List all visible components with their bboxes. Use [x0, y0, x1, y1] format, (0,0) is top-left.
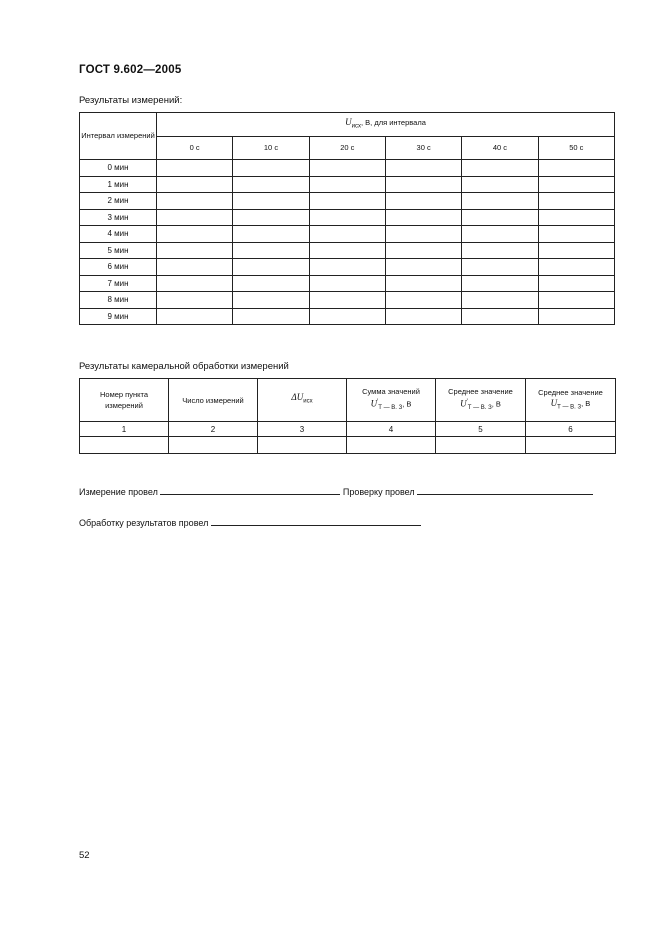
- measured-by-label: Измерение провел: [79, 487, 158, 497]
- delta-voltage-subscript: исх: [303, 398, 313, 405]
- value-cell[interactable]: [309, 275, 385, 292]
- value-cell[interactable]: [385, 259, 461, 276]
- value-cell[interactable]: [462, 160, 538, 177]
- value-cell[interactable]: [233, 193, 309, 210]
- value-cell[interactable]: [309, 242, 385, 259]
- value-cell[interactable]: [233, 292, 309, 309]
- time-column-header: 10 с: [233, 136, 309, 160]
- value-cell[interactable]: [462, 226, 538, 243]
- column-number: 2: [169, 422, 258, 437]
- table-header-row: [80, 113, 615, 137]
- table-row: [80, 292, 615, 309]
- value-cell[interactable]: [462, 275, 538, 292]
- value-cell[interactable]: [385, 209, 461, 226]
- table-row: [80, 209, 615, 226]
- value-cell[interactable]: [157, 292, 233, 309]
- sum-voltage-unit: , В: [402, 399, 412, 409]
- table-row: [80, 437, 616, 454]
- interval-label: 9 мин: [80, 308, 157, 325]
- value-cell[interactable]: [385, 275, 461, 292]
- value-cell[interactable]: [233, 209, 309, 226]
- time-column-header: 50 с: [538, 136, 614, 160]
- table-row: [80, 275, 615, 292]
- processed-by-field[interactable]: [211, 516, 421, 526]
- interval-label: 8 мин: [80, 292, 157, 309]
- value-cell[interactable]: [233, 275, 309, 292]
- checked-by-field[interactable]: [417, 485, 593, 495]
- measurement-count-header: Число измерений: [169, 379, 258, 422]
- processing-results-caption: Результаты камеральной обработки измерений: [79, 361, 289, 372]
- sum-voltage-symbol: U: [370, 398, 378, 409]
- value-cell[interactable]: [80, 437, 169, 454]
- value-cell[interactable]: [309, 259, 385, 276]
- value-cell[interactable]: [157, 193, 233, 210]
- column-number: 5: [436, 422, 526, 437]
- value-cell[interactable]: [462, 259, 538, 276]
- table-row: [80, 176, 615, 193]
- value-cell[interactable]: [385, 176, 461, 193]
- column-number: 1: [80, 422, 169, 437]
- mean-voltage-unit: , В: [581, 398, 591, 408]
- value-cell[interactable]: [157, 275, 233, 292]
- mean-prime-voltage-unit: , В: [491, 399, 501, 409]
- interval-label: 6 мин: [80, 259, 157, 276]
- value-cell[interactable]: [538, 160, 614, 177]
- value-cell[interactable]: [538, 308, 614, 325]
- mean-value-text: Среднее значение: [538, 387, 603, 397]
- interval-label: 3 мин: [80, 209, 157, 226]
- value-cell[interactable]: [157, 160, 233, 177]
- value-cell[interactable]: [233, 308, 309, 325]
- delta-voltage-header: [258, 379, 347, 422]
- voltage-subscript: исх: [351, 123, 361, 130]
- value-cell[interactable]: [526, 437, 616, 454]
- value-cell[interactable]: [233, 259, 309, 276]
- time-column-header: 30 с: [385, 136, 461, 160]
- mean-value-header: [526, 379, 616, 422]
- value-cell[interactable]: [309, 176, 385, 193]
- value-cell[interactable]: [385, 160, 461, 177]
- interval-header: Интервал измерений: [80, 113, 157, 160]
- mean-voltage-symbol: U: [550, 397, 558, 408]
- interval-label: 4 мин: [80, 226, 157, 243]
- value-cell[interactable]: [538, 275, 614, 292]
- column-number: 6: [526, 422, 616, 437]
- table-header-row: [80, 379, 616, 422]
- mean-prime-voltage-prime: ': [466, 399, 468, 405]
- value-cell[interactable]: [538, 176, 614, 193]
- value-cell[interactable]: [385, 292, 461, 309]
- value-cell[interactable]: [538, 226, 614, 243]
- interval-label: 1 мин: [80, 176, 157, 193]
- value-cell[interactable]: [233, 242, 309, 259]
- value-cell[interactable]: [385, 308, 461, 325]
- value-cell[interactable]: [462, 209, 538, 226]
- page-number: 52: [79, 850, 90, 861]
- mean-prime-voltage-subscript: Т — В. З: [467, 405, 492, 411]
- mean-voltage-subscript: Т — В. З: [557, 404, 582, 411]
- value-cell[interactable]: [157, 242, 233, 259]
- time-columns-row: [80, 136, 615, 160]
- value-cell[interactable]: [157, 226, 233, 243]
- sum-voltage-subscript: Т — В. З: [378, 405, 403, 411]
- value-cell[interactable]: [169, 437, 258, 454]
- value-cell[interactable]: [157, 259, 233, 276]
- measurement-results-caption: Результаты измерений:: [79, 95, 183, 106]
- value-cell[interactable]: [309, 226, 385, 243]
- value-cell[interactable]: [233, 226, 309, 243]
- value-cell[interactable]: [462, 242, 538, 259]
- time-column-header: 0 с: [157, 136, 233, 160]
- value-cell[interactable]: [462, 292, 538, 309]
- measurement-results-table: [79, 112, 615, 325]
- point-number-header: Номер пункта измерений: [80, 379, 169, 422]
- interval-label: 5 мин: [80, 242, 157, 259]
- value-cell[interactable]: [538, 259, 614, 276]
- value-cell[interactable]: [258, 437, 347, 454]
- page-title: ГОСТ 9.602—2005: [79, 64, 182, 76]
- value-cell[interactable]: [462, 308, 538, 325]
- value-cell[interactable]: [309, 193, 385, 210]
- sum-values-header: [347, 379, 436, 422]
- delta-voltage-symbol: ΔU: [291, 392, 304, 403]
- value-cell[interactable]: [385, 226, 461, 243]
- value-cell[interactable]: [347, 437, 436, 454]
- value-cell[interactable]: [157, 176, 233, 193]
- table-row: [80, 308, 615, 325]
- value-cell[interactable]: [538, 209, 614, 226]
- checked-by-label: Проверку провел: [342, 487, 415, 497]
- measured-by-field[interactable]: [160, 485, 340, 495]
- value-cell[interactable]: [462, 193, 538, 210]
- value-cell[interactable]: [538, 292, 614, 309]
- column-number: 3: [258, 422, 347, 437]
- table-row: [80, 226, 615, 243]
- value-cell[interactable]: [157, 209, 233, 226]
- table-row: [80, 160, 615, 177]
- interval-label: 2 мин: [80, 193, 157, 210]
- value-cell[interactable]: [462, 176, 538, 193]
- value-cell[interactable]: [385, 242, 461, 259]
- value-cell[interactable]: [538, 193, 614, 210]
- mean-value-prime-text: Среднее значение: [448, 387, 513, 396]
- table-row: [80, 242, 615, 259]
- sum-voltage-prime: ': [377, 399, 379, 405]
- measurement-rows: [80, 160, 615, 325]
- voltage-header-text: , В, для интервала: [360, 118, 426, 127]
- value-cell[interactable]: [233, 176, 309, 193]
- value-cell[interactable]: [157, 308, 233, 325]
- voltage-group-header: [157, 113, 615, 137]
- mean-prime-voltage-symbol: U: [460, 398, 467, 409]
- signature-line-1: [79, 485, 593, 497]
- time-column-header: 20 с: [309, 136, 385, 160]
- column-numbers-row: [80, 422, 616, 437]
- signature-line-2: [79, 516, 421, 528]
- value-cell[interactable]: [538, 242, 614, 259]
- value-cell[interactable]: [233, 160, 309, 177]
- table-row: [80, 193, 615, 210]
- table-row: [80, 259, 615, 276]
- value-cell[interactable]: [309, 209, 385, 226]
- time-column-header: 40 с: [462, 136, 538, 160]
- value-cell[interactable]: [309, 160, 385, 177]
- value-cell[interactable]: [309, 308, 385, 325]
- value-cell[interactable]: [436, 437, 526, 454]
- sum-values-text: Сумма значений: [362, 387, 420, 396]
- value-cell[interactable]: [385, 193, 461, 210]
- mean-value-prime-header: [436, 379, 526, 422]
- column-number: 4: [347, 422, 436, 437]
- interval-label: 0 мин: [80, 160, 157, 177]
- interval-label: 7 мин: [80, 275, 157, 292]
- processing-results-table: [79, 378, 616, 454]
- voltage-symbol: U: [345, 117, 352, 127]
- processed-by-label: Обработку результатов провел: [79, 518, 209, 528]
- value-cell[interactable]: [309, 292, 385, 309]
